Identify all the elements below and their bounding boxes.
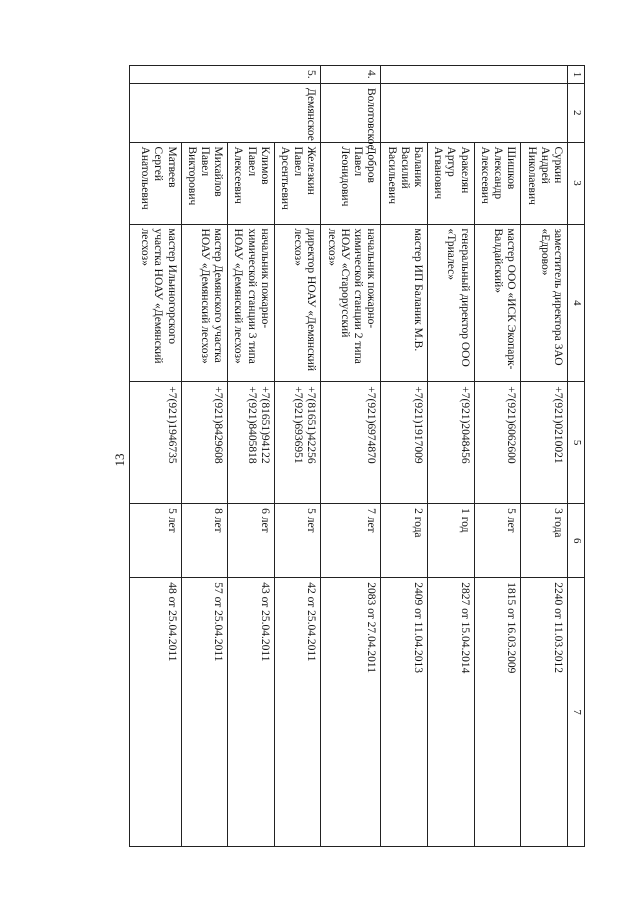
full-name-cell: Баланик Василий Васильевич [381,142,428,224]
header-row [568,66,585,847]
page-number: 13 [112,453,127,467]
document-cell: 48 от 25.04.2011 [129,578,181,847]
phone-number: +7(921)6974870 [365,386,378,464]
document-cell: 2083 от 27.04.2011 [321,578,381,847]
header-cell-3: 3 [568,142,585,224]
position-cell: мастер ИП Баланик М.В. [381,224,428,382]
phone-cell [274,382,321,504]
table-row [274,66,321,847]
phone-number: +7(921)0210021 [552,386,564,464]
position-cell: генеральный директор ООО «Триалес» [428,224,475,382]
document-cell: 2240 от 11.03.2012 [521,578,568,847]
position-cell: заместитель директора ЗАО «Едрово» [521,224,568,382]
phone-number: +7(921)2048456 [458,386,471,464]
phone-number: +7(81651)42256 [305,386,318,464]
document-cell: 57 от 25.04.2011 [181,578,228,847]
full-name-cell: Суркин Андрей Николаевич [521,142,568,224]
header-cell-5: 5 [568,382,585,504]
table-row [228,66,275,847]
header-cell-2: 2 [568,83,585,142]
document-cell: 43 от 25.04.2011 [228,578,275,847]
experience-cell: 1 год [428,504,475,578]
experience-cell: 7 лет [321,504,381,578]
header-cell-4: 4 [568,224,585,382]
position-cell: начальник пожарно-химической станции 3 типа НОАУ «Демянский лесхоз» [228,224,275,382]
full-name-cell: Климов Павел Алексеевич [228,142,275,224]
full-name-cell: Матвеев Сергей Анатольевич [129,142,181,224]
full-name-cell: Шишков Александр Алексеевич [474,142,521,224]
experience-cell: 5 лет [274,504,321,578]
phone-cell [474,382,521,504]
experience-cell: 2 года [381,504,428,578]
experience-cell: 6 лет [228,504,275,578]
experience-cell: 5 лет [129,504,181,578]
experience-cell: 5 лет [474,504,521,578]
position-cell: мастер Ильиногорского участка НОАУ «Демянский лесхоз» [129,224,181,382]
phone-number: +7(921)1917009 [412,386,425,464]
table-row [381,66,428,847]
experience-cell: 8 лет [181,504,228,578]
phone-number: +7(81651)94122 [258,386,271,464]
rotated-table-wrapper [105,65,585,847]
full-name-cell: Добров Павел Леонидович [321,142,381,224]
document-cell: 2827 от 15.04.2014 [428,578,475,847]
table-row [474,66,521,847]
phone-cell [181,382,228,504]
phone-number: +7(921)8429608 [212,386,225,464]
table-row [129,66,181,847]
experience-cell: 3 года [521,504,568,578]
position-cell: директор НОАУ «Демянский лесхоз» [274,224,321,382]
position-cell: мастер Демянского участка НОАУ «Демянский лесхоз» [181,224,228,382]
header-cell-6: 6 [568,504,585,578]
table-row [521,66,568,847]
row-number-cell: 4. [321,66,381,84]
full-name-cell: Железкин Павел Арсентьевич [274,142,321,224]
row-number-cell [381,66,568,84]
phone-number: +7(921)1946735 [165,386,178,464]
table-row [181,66,228,847]
phone-cell [381,382,428,504]
phone-cell [129,382,181,504]
registry-table [129,65,585,847]
phone-cell [321,382,381,504]
phone-number: +7(921)6062600 [505,386,518,464]
phone-number: +7(921)6936951 [292,386,305,464]
position-cell: начальник пожарно-химической станции 2 типа НОАУ «Старорусский лесхоз» [321,224,381,382]
full-name-cell: Аракелян Артур Агванович [428,142,475,224]
district-cell: Демянское [129,83,321,142]
full-name-cell: Михайлов Павел Викторович [181,142,228,224]
phone-cell [428,382,475,504]
district-cell: Волотовское [321,83,381,142]
document-cell: 42 от 25.04.2011 [274,578,321,847]
document-cell: 2409 от 11.04.2013 [381,578,428,847]
district-cell [381,83,568,142]
phone-cell [228,382,275,504]
header-cell-7: 7 [568,578,585,847]
position-cell: мастер ООО «ИСК Экопарк-Валдайский» [474,224,521,382]
row-number-cell: 5. [129,66,321,84]
table-body [129,66,567,847]
table-row [428,66,475,847]
document-cell: 1815 от 16.03.2009 [474,578,521,847]
header-cell-1: 1 [568,66,585,84]
phone-number: +7(921)8405818 [245,386,258,464]
phone-cell [521,382,568,504]
table-row [321,66,381,847]
